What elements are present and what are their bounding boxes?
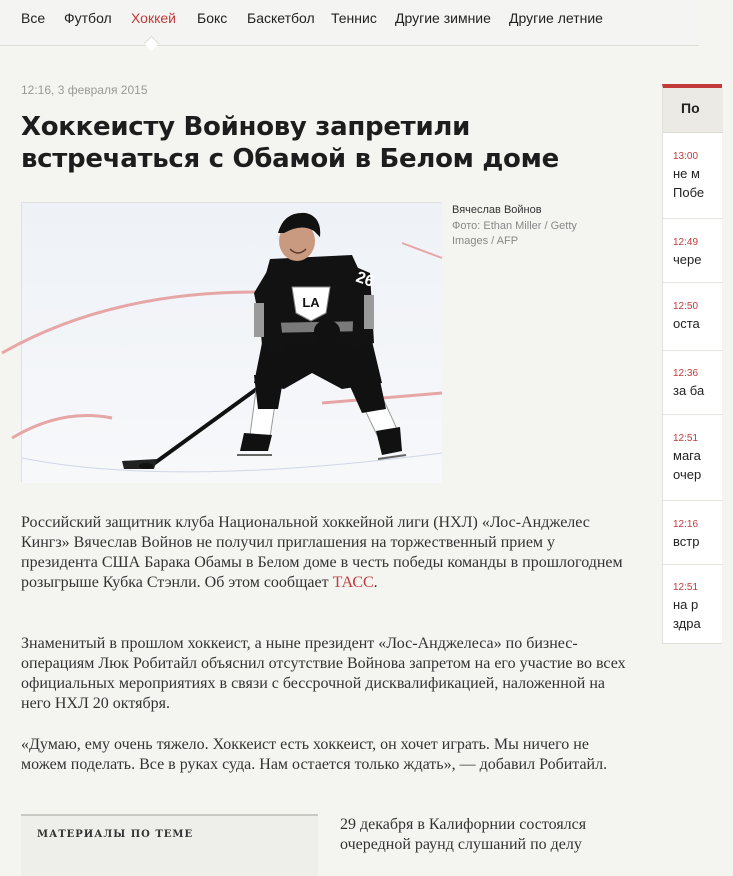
sidebar-news-item[interactable] [673, 150, 733, 202]
related-materials-box [21, 814, 318, 876]
news-headline-line: очер [673, 467, 702, 482]
sidebar-news-item[interactable] [673, 300, 733, 333]
nav-item-other-winter[interactable]: Другие зимние [395, 10, 491, 26]
article-photo[interactable] [21, 202, 441, 482]
nav-item-hockey[interactable]: Хоккей [131, 10, 176, 26]
related-materials-title: МАТЕРИАЛЫ ПО ТЕМЕ [37, 829, 194, 840]
news-time: 12:49 [673, 237, 699, 248]
jersey-logo-text: LA [302, 295, 320, 310]
nav-item-all[interactable]: Все [21, 10, 46, 26]
news-time: 13:00 [673, 151, 699, 162]
news-headline-line: здра [673, 616, 701, 631]
nav-item-tennis[interactable]: Теннис [331, 10, 377, 26]
top-navigation [0, 0, 699, 46]
photo-caption [452, 203, 602, 249]
news-headline-line: не м [673, 166, 700, 181]
nav-item-boxing[interactable]: Бокс [197, 10, 228, 26]
news-time: 12:36 [673, 368, 699, 379]
nav-item-basketball[interactable]: Баскетбол [247, 10, 315, 26]
news-headline-line: оста [673, 316, 700, 331]
sidebar-news-item[interactable] [673, 518, 733, 551]
article-title-line-2: встречаться с Обамой в Белом доме [21, 144, 559, 174]
news-divider [663, 218, 723, 219]
article-paragraph-3: «Думаю, ему очень тяжело. Хоккеист есть хоккеист, он хочет играть. Мы ничего не можем поделать. Все в руках суда. Нам остается только ждать», — добавил Робитайл. [21, 736, 608, 773]
news-divider [663, 564, 723, 565]
sidebar-news-item[interactable] [673, 367, 733, 400]
article-title [21, 111, 621, 175]
news-headline-line: на р [673, 597, 699, 612]
sidebar-header-title: По [681, 100, 700, 116]
article-paragraph-1 [21, 513, 626, 593]
news-time: 12:51 [673, 582, 699, 593]
news-divider [663, 350, 723, 351]
puck [139, 463, 153, 469]
article-title-line-1: Хоккеисту Войнову запретили [21, 112, 471, 142]
news-headline-line: Побе [673, 185, 705, 200]
sidebar-header [663, 88, 723, 133]
news-time: 12:16 [673, 519, 699, 530]
news-divider [663, 500, 723, 501]
nav-item-football[interactable]: Футбол [64, 10, 112, 26]
photo-caption-name: Вячеслав Войнов [452, 204, 542, 216]
photo-caption-credit: Фото: Ethan Miller / Getty Images / AFP [452, 220, 577, 247]
news-headline-line: мага [673, 448, 701, 463]
news-time: 12:50 [673, 301, 699, 312]
jersey-number-text: 26 [353, 268, 377, 291]
sidebar-news-item[interactable] [673, 236, 733, 269]
tass-link[interactable]: ТАСС [332, 574, 374, 591]
news-time: 12:51 [673, 433, 699, 444]
article-paragraph-1-text: Российский защитник клуба Национальной хоккейной лиги (НХЛ) «Лос-Анджелес Кингз» Вячеслав Войнов не получил приглашения на торжественный прием у президента США Барака Обамы в Белом доме в честь победы команды в прошлогоднем розыгрыше Кубка Стэнли. Об этом сообщает [21, 514, 623, 591]
article-paragraph-4: 29 декабря в Калифорнии состоялся очередной раунд слушаний по делу [340, 816, 587, 853]
news-headline-line: чере [673, 252, 702, 267]
news-headline-line: за ба [673, 383, 705, 398]
hockey-player-illustration [22, 203, 442, 483]
article [0, 47, 650, 853]
article-paragraph-2: Знаменитый в прошлом хоккеист, а ныне президент «Лос-Анджелеса» по бизнес-операциям Люк Робитайл объяснил отсутствие Войнова запретом на его участие во всех официальных мероприятиях в связи с бессрочной дисквалификацией, наложенной на него НХЛ 20 октября. [21, 635, 626, 712]
nav-item-other-summer[interactable]: Другие летние [509, 10, 603, 26]
news-sidebar [662, 84, 722, 644]
article-paragraph-1-end: . [373, 574, 378, 591]
sidebar-news-item[interactable] [673, 432, 733, 484]
sidebar-news-item[interactable] [673, 581, 733, 633]
news-headline-line: встр [673, 534, 700, 549]
news-divider [663, 414, 723, 415]
article-timestamp: 12:16, 3 февраля 2015 [21, 83, 148, 97]
news-divider [663, 282, 723, 283]
